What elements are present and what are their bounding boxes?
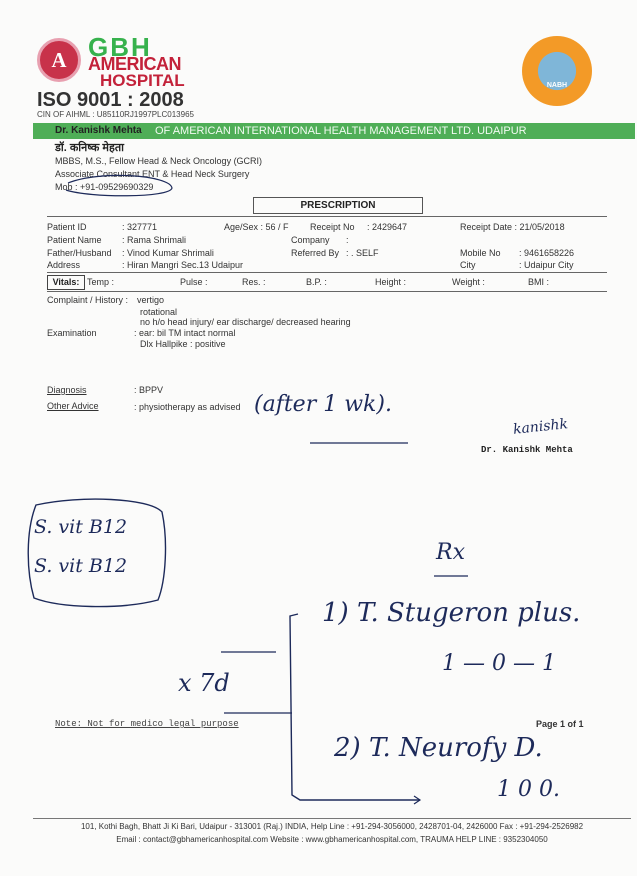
hospital-name-american: AMERICAN bbox=[88, 54, 181, 74]
prescription-title: PRESCRIPTION bbox=[253, 197, 423, 214]
nabh-seal bbox=[522, 36, 592, 106]
vitals-label: Vitals: bbox=[47, 275, 85, 290]
doctor-designation: Associate Consultant ENT & Head Neck Surgery bbox=[55, 169, 250, 179]
patient-mobile: : 9461658226 bbox=[519, 248, 575, 258]
divider bbox=[47, 216, 607, 217]
examination-line: : ear: bil TM intact normal bbox=[134, 328, 236, 338]
doctor-name-hindi: डॉ. कनिष्क मेहता bbox=[55, 142, 124, 154]
hospital-name-hospital: HOSPITAL bbox=[100, 71, 185, 90]
handwritten-test-2: S. vit B12 bbox=[34, 555, 128, 577]
nabh-label: NABH bbox=[546, 82, 568, 89]
divider bbox=[47, 291, 607, 292]
vital-temp: Temp : bbox=[87, 277, 115, 287]
address-label: Address bbox=[47, 260, 81, 270]
hospital-name-gbh: GBH bbox=[88, 32, 152, 62]
patient-address: : Hiran Mangri Sec.13 Udaipur bbox=[122, 260, 244, 270]
referred-by: : . SELF bbox=[346, 248, 379, 258]
vital-pulse: Pulse : bbox=[180, 277, 208, 287]
complaint-label: Complaint / History : bbox=[47, 295, 129, 305]
footer-divider bbox=[33, 818, 631, 819]
diagnosis: : BPPV bbox=[134, 385, 164, 395]
examination-label: Examination bbox=[47, 328, 97, 338]
handwritten-advice: (after 1 wk). bbox=[254, 392, 392, 417]
father-name: : Vinod Kumar Shrimali bbox=[122, 248, 214, 258]
doctor-name: Dr. Kanishk Mehta bbox=[55, 125, 142, 136]
doctor-qualification: MBBS, M.S., Fellow Head & Neck Oncology (GCRI) bbox=[55, 156, 263, 166]
advice-label: Other Advice bbox=[47, 401, 99, 411]
vital-bmi: BMI : bbox=[528, 277, 550, 287]
handwritten-med-2: 2) T. Neurofy D. bbox=[334, 733, 543, 763]
complaint-line: rotational bbox=[140, 307, 178, 317]
page-number: Page 1 of 1 bbox=[536, 719, 584, 729]
patient-city: : Udaipur City bbox=[519, 260, 574, 270]
referred-label: Referred By bbox=[291, 248, 340, 258]
header-banner: OF AMERICAN INTERNATIONAL HEALTH MANAGEMENT LTD. UDAIPUR bbox=[33, 123, 635, 139]
advice: : physiotherapy as advised bbox=[134, 402, 241, 412]
footer-contact: Email : contact@gbhamericanhospital.com Website : www.gbhamericanhospital.com, TRAUMA HELP LINE : 9352304050 bbox=[116, 835, 548, 844]
handwritten-test-1: S. vit B12 bbox=[34, 516, 128, 538]
father-label: Father/Husband bbox=[47, 248, 112, 258]
cin-number: CIN OF AIHML : U85110RJ1997PLC013965 bbox=[37, 110, 194, 119]
vital-height: Height : bbox=[375, 277, 407, 287]
examination-line: Dlx Hallpike : positive bbox=[140, 339, 226, 349]
mobile-label: Mobile No bbox=[460, 248, 501, 258]
hospital-logo bbox=[37, 38, 81, 82]
company-label: Company bbox=[291, 235, 330, 245]
patient-name-label: Patient Name bbox=[47, 235, 102, 245]
signature-scribble: kanishk bbox=[512, 416, 569, 438]
legal-note: Note: Not for medico legal purpose bbox=[55, 719, 239, 729]
vital-res: Res. : bbox=[242, 277, 266, 287]
iso-certification: ISO 9001 : 2008 bbox=[37, 89, 184, 111]
diagnosis-label: Diagnosis bbox=[47, 385, 87, 395]
city-label: City bbox=[460, 260, 476, 270]
vital-weight: Weight : bbox=[452, 277, 485, 287]
complaint-line: no h/o head injury/ ear discharge/ decreased hearing bbox=[140, 317, 351, 327]
divider bbox=[47, 272, 607, 273]
footer-address: 101, Kothi Bagh, Bhatt Ji Ki Bari, Udaipur - 313001 (Raj.) INDIA, Help Line : +91-294-3056000, 2428701-04, 2426000 Fax : +91-294-2526982 bbox=[80, 822, 584, 831]
handwritten-rx: Rx bbox=[436, 540, 465, 565]
company: : bbox=[346, 235, 349, 245]
handwritten-dose-2: 1 0 0. bbox=[497, 777, 560, 802]
handwritten-med-1: 1) T. Stugeron plus. bbox=[322, 598, 581, 628]
logo-letter: A bbox=[51, 49, 67, 72]
patient-name: : Rama Shrimali bbox=[122, 235, 187, 245]
receipt-number: : 2429647 bbox=[367, 222, 408, 232]
receipt-label: Receipt No bbox=[310, 222, 355, 232]
doctor-mobile: Mob : +91-09529690329 bbox=[55, 182, 154, 192]
age-sex: Age/Sex : 56 / F bbox=[224, 222, 289, 232]
signature-printed: Dr. Kanishk Mehta bbox=[481, 445, 573, 455]
vital-bp: B.P. : bbox=[306, 277, 327, 287]
handwritten-dose-1: 1 — 0 — 1 bbox=[442, 651, 556, 676]
handwritten-duration: x 7d bbox=[178, 669, 230, 697]
receipt-date: Receipt Date : 21/05/2018 bbox=[460, 222, 565, 232]
patient-id: : 327771 bbox=[122, 222, 158, 232]
complaint-line: vertigo bbox=[137, 295, 165, 305]
patient-id-label: Patient ID bbox=[47, 222, 87, 232]
